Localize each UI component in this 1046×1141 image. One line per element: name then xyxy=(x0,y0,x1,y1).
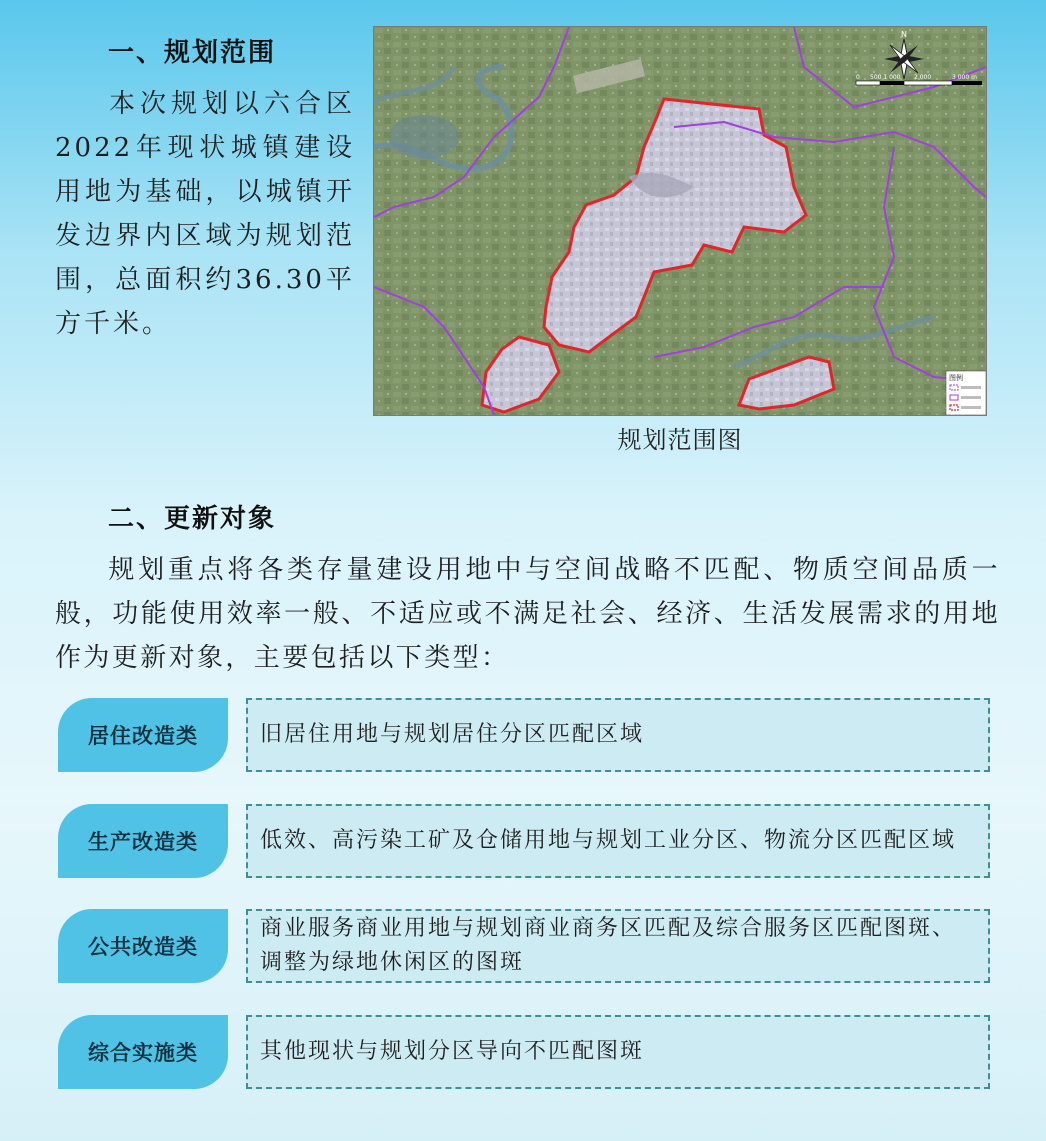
section-heading-targets: 二、更新对象 xyxy=(108,504,277,534)
section-heading-scope: 一、规划范围 xyxy=(108,38,277,68)
map-caption: 规划范围图 xyxy=(617,426,743,454)
category-description: 旧居住用地与规划居住分区匹配区域 xyxy=(260,722,645,747)
targets-paragraph-text: 规划重点将各类存量建设用地中与空间战略不匹配、物质空间品质一般，功能使用效率一般、不适应或不满足社会、经济、生活发展需求的用地作为更新对象，主要包括以下类型： xyxy=(55,555,1000,673)
category-description-box xyxy=(246,698,990,772)
legend-title: 图例 xyxy=(949,374,963,382)
scale-label-3: 3 000 m xyxy=(952,74,977,81)
category-description: 商业服务商业用地与规划商业商务区匹配及综合服务区匹配图斑、调整为绿地休闲区的图斑 xyxy=(260,916,957,975)
category-description: 其他现状与规划分区导向不匹配图斑 xyxy=(260,1039,645,1064)
map-graphic xyxy=(374,27,986,415)
legend-text-line xyxy=(961,406,981,409)
lake xyxy=(389,115,459,159)
scope-paragraph xyxy=(55,82,355,346)
legend-text-line xyxy=(961,386,981,389)
targets-paragraph xyxy=(55,548,1000,680)
category-description-box xyxy=(246,1015,990,1089)
category-row-residential xyxy=(58,698,990,772)
category-tab: 居住改造类 xyxy=(58,698,228,772)
scale-label-0: 0 xyxy=(856,74,860,81)
compass-label: N xyxy=(901,30,907,39)
category-description: 低效、高污染工矿及仓储用地与规划工业分区、物流分区匹配区域 xyxy=(260,828,957,853)
scale-bar xyxy=(856,74,982,85)
category-description-box xyxy=(246,909,990,983)
scale-label-1: 500 1 000 xyxy=(870,74,901,81)
category-description-box xyxy=(246,804,990,878)
category-row-production xyxy=(58,804,990,878)
category-row-comprehensive xyxy=(58,1015,990,1089)
category-tab: 公共改造类 xyxy=(58,909,228,983)
category-row-public xyxy=(58,909,990,983)
legend-text-line xyxy=(961,396,981,399)
scale-label-2: 2 000 xyxy=(914,74,932,81)
category-tab: 综合实施类 xyxy=(58,1015,228,1089)
scope-paragraph-text: 本次规划以六合区2022年现状城镇建设用地为基础，以城镇开发边界内区域为规划范围，总面积约36.30平方千米。 xyxy=(55,89,355,339)
map-legend xyxy=(946,371,986,415)
planning-scope-map xyxy=(373,26,987,416)
category-tab: 生产改造类 xyxy=(58,804,228,878)
